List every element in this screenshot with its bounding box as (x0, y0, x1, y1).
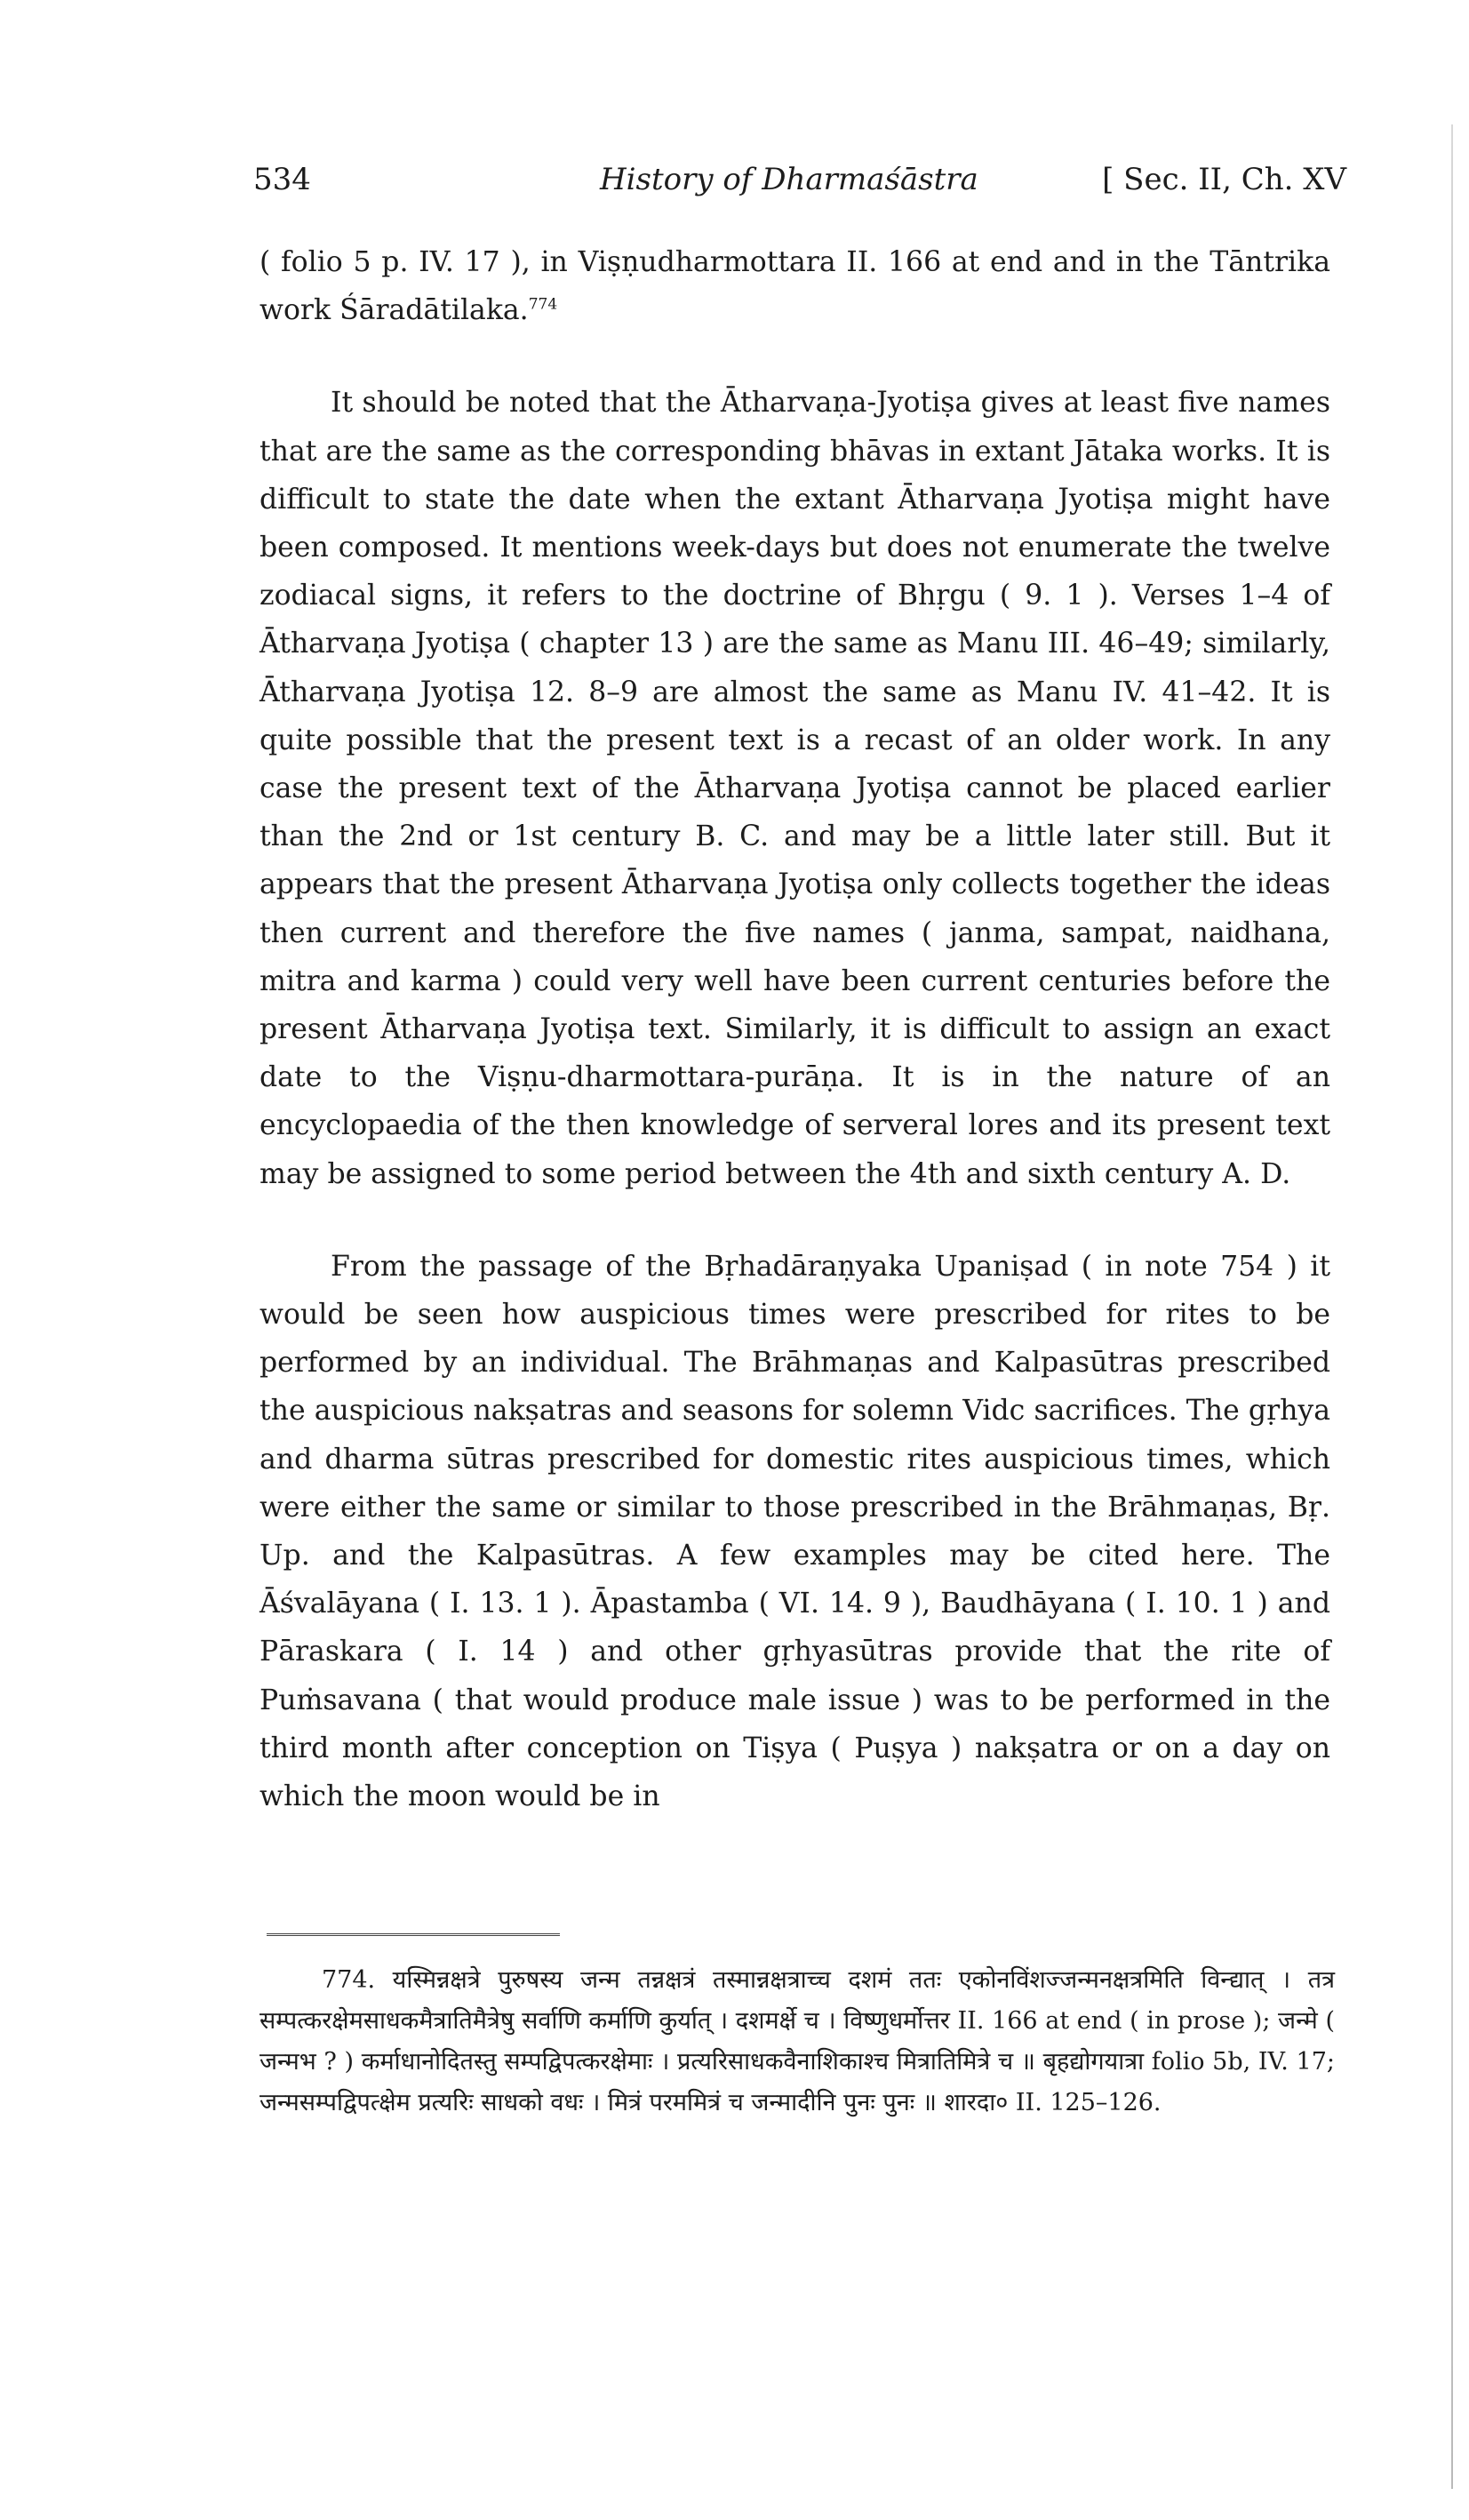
paragraph-continuation (259, 238, 1330, 334)
section-label: [ Sec. II, Ch. XV (1102, 162, 1346, 197)
page-number: 534 (253, 162, 311, 197)
scan-edge-line (1451, 124, 1453, 2489)
main-text (259, 238, 1330, 1820)
paragraph-auspicious-times: From the passage of the Bṛhadāraṇyaka Upaniṣad ( in note 754 ) it would be seen how auspicious times were prescribed for rites to be performed by an individual. The Brāhmaṇas and Kalpasūtras prescribed the auspicious nakṣatras and seasons for solemn Vidc sacrifices. The gṛhya and dharma sūtras prescribed for domestic rites auspicious times, which were either the same or similar to those prescribed in the Brāhmaṇas, Bṛ. Up. and the Kalpasūtras. A few examples may be cited here. The Āśvalāyana ( I. 13. 1 ). Āpastamba ( VI. 14. 9 ), Baudhāyana ( I. 10. 1 ) and Pāraskara ( I. 14 ) and other gṛhyasūtras provide that the rite of Puṁsavana ( that would produce male issue ) was to be performed in the third month after conception on Tiṣya ( Puṣya ) nakṣatra or on a day on which the moon would be in (259, 1250, 1330, 1813)
paragraph-atharvana-jyotisa: It should be noted that the Ātharvaṇa-Jyotiṣa gives at least five names that are the same as the corresponding bhāvas in extant Jātaka works. It is difficult to state the date when the extant Ātharvaṇa Jyotiṣa might have been composed. It mentions week-days but does not enumerate the twelve zodiacal signs, it refers to the doctrine of Bhṛgu ( 9. 1 ). Verses 1–4 of Ātharvaṇa Jyotiṣa ( chapter 13 ) are the same as Manu III. 46–49; similarly, Ātharvaṇa Jyotiṣa 12. 8–9 are almost the same as Manu IV. 41–42. It is quite possible that the present text is a recast of an older work. In any case the present text of the Ātharvaṇa Jyotiṣa cannot be placed earlier than the 2nd or 1st century B. C. and may be a little later still. But it appears that the present Ātharvaṇa Jyotiṣa only collects together the ideas then current and therefore the five names ( janma, sampat, naidhana, mitra and karma ) could very well have been current centuries before the present Ātharvaṇa Jyotiṣa text. Similarly, it is difficult to assign an exact date to the Viṣṇu-dharmottara-purāṇa. It is in the nature of an encyclopaedia of the then knowledge of serveral lores and its present text may be assigned to some period between the 4th and sixth century A. D. (259, 387, 1330, 1190)
paragraph-gap (259, 334, 1330, 379)
footnote-reference[interactable]: 774 (528, 295, 558, 314)
footnote-separator (267, 1933, 560, 1936)
page-header (253, 162, 1346, 215)
footnote-774: 774. यस्मिन्नक्षत्रे पुरुषस्य जन्म तन्नक्षत्रं तस्मान्नक्षत्राच्च दशमं ततः एकोनविंशज्जन्मनक्षत्रमिति विन्द्यात् । तत्र सम्पत्करक्षेमसाधकमैत्रातिमैत्रेषु सर्वाणि कर्माणि कुर्यात् । दशमर्क्षे च । विष्णुधर्मोत्तर II. 166 at end ( in prose ); जन्मे ( जन्मभ ? ) कर्माधानोदितस्तु सम्पद्विपत्करक्षेमाः । प्रत्यरिसाधकवैनाशिकाश्च मित्रातिमित्रे च ॥ बृहद्योगयात्रा folio 5b, IV. 17; जन्मसम्पद्विपत्क्षेम प्रत्यरिः साधको वधः । मित्रं परममित्रं च जन्मादीनि पुनः पुनः ॥ शारदा० II. 125–126. (259, 1966, 1335, 2116)
paragraph-gap (259, 1198, 1330, 1243)
footnote-block (259, 1960, 1335, 2124)
running-title: History of Dharmaśāstra (600, 162, 978, 197)
paragraph-continuation-text: ( folio 5 p. IV. 17 ), in Viṣṇudharmottara II. 166 at end and in the Tāntrika work Śāradātilaka. (259, 246, 1330, 327)
